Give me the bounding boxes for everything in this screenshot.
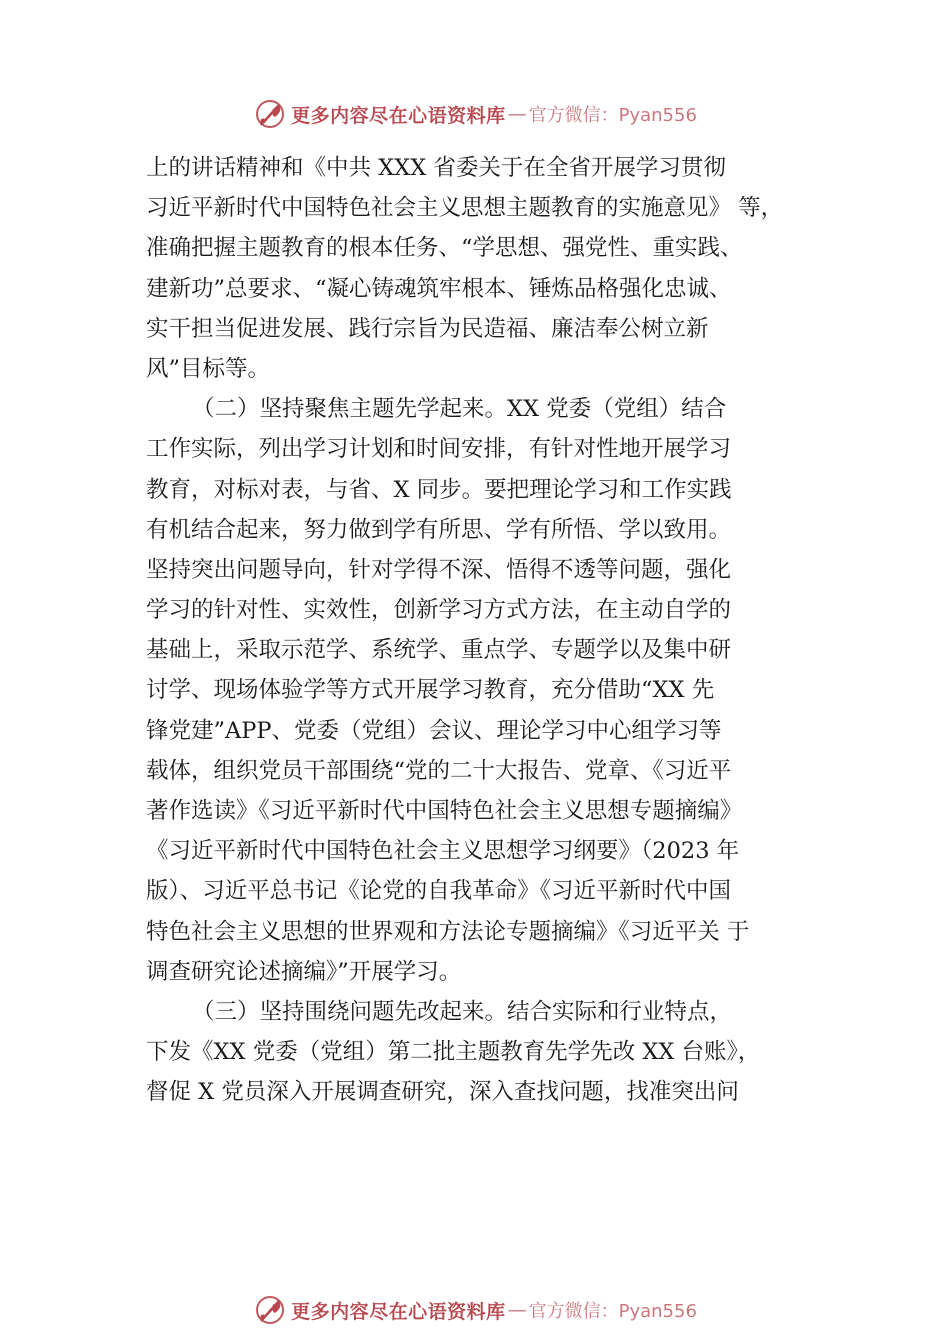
text-line: 上的讲话精神和《中共 XXX 省委关于在全省开展学习贯彻	[146, 155, 726, 181]
banner-separator: —	[507, 1299, 527, 1321]
banner-wechat: 官方微信：Pyan556	[528, 1301, 697, 1322]
text-line: 督促 X 党员深入开展调查研究，深入查找问题，找准突出问	[146, 1079, 739, 1106]
text-line: 习近平新时代中国特色社会主义思想主题教育的实施意见》 等，	[146, 195, 784, 222]
text-line: 有机结合起来，努力做到学有所思、学有所悟、学以致用。	[146, 516, 732, 543]
text-line: 建新功”总要求、“凝心铸魂筑牢根本、锤炼品格强化忠诚、	[146, 275, 732, 302]
text-line: 调查研究论述摘编》”开展学习。	[146, 958, 462, 985]
paragraph-start: （二）坚持聚焦主题先学起来。XX 党委（党组）结合	[192, 396, 727, 423]
quill-logo-icon	[253, 97, 287, 131]
paragraph-start: （三）坚持围绕问题先改起来。结合实际和行业特点，	[192, 998, 733, 1025]
text-line: 版）、习近平总书记《论党的自我革命》《习近平新时代中国	[146, 878, 732, 905]
banner-wechat: 官方微信：Pyan556	[528, 105, 697, 126]
banner-brand: 更多内容尽在心语资料库	[291, 1300, 506, 1323]
text-line: 工作实际，列出学习计划和时间安排，有针对性地开展学习	[146, 436, 732, 463]
quill-logo-icon	[253, 1293, 287, 1327]
text-line: 准确把握主题教育的根本任务、“学思想、强党性、重实践、	[146, 235, 743, 262]
banner-separator: —	[507, 103, 527, 125]
text-line: 实干担当促进发展、践行宗旨为民造福、廉洁奉公树立新	[146, 315, 709, 342]
text-line: 著作选读》《习近平新时代中国特色社会主义思想专题摘编》	[146, 798, 743, 824]
document-body	[146, 148, 846, 1113]
footer-banner	[0, 1290, 950, 1330]
text-line: 锋党建”APP、党委（党组）会议、理论学习中心组学习等	[146, 717, 722, 744]
text-line: 特色社会主义思想的世界观和方法论专题摘编》《习近平关 于	[146, 918, 750, 945]
banner-brand: 更多内容尽在心语资料库	[291, 104, 506, 127]
text-line: 讨学、现场体验学等方式开展学习教育，充分借助“XX 先	[146, 677, 715, 704]
text-line: 载体，组织党员干部围绕“党的二十大报告、党章、《习近平	[146, 757, 732, 784]
text-line: 下发《XX 党委（党组）第二批主题教育先学先改 XX 台账》，	[146, 1039, 761, 1066]
text-line: 基础上，采取示范学、系统学、重点学、专题学以及集中研	[146, 637, 732, 664]
text-line: 教育，对标对表，与省、X 同步。要把理论学习和工作实践	[146, 476, 732, 503]
text-line: 坚持突出问题导向，针对学得不深、悟得不透等问题，强化	[146, 556, 732, 583]
text-line: 学习的针对性、实效性，创新学习方式方法，在主动自学的	[146, 597, 732, 624]
header-banner	[0, 94, 950, 134]
text-line: 《习近平新时代中国特色社会主义思想学习纲要》（2023 年	[146, 838, 740, 865]
text-line: 风”目标等。	[146, 355, 271, 382]
